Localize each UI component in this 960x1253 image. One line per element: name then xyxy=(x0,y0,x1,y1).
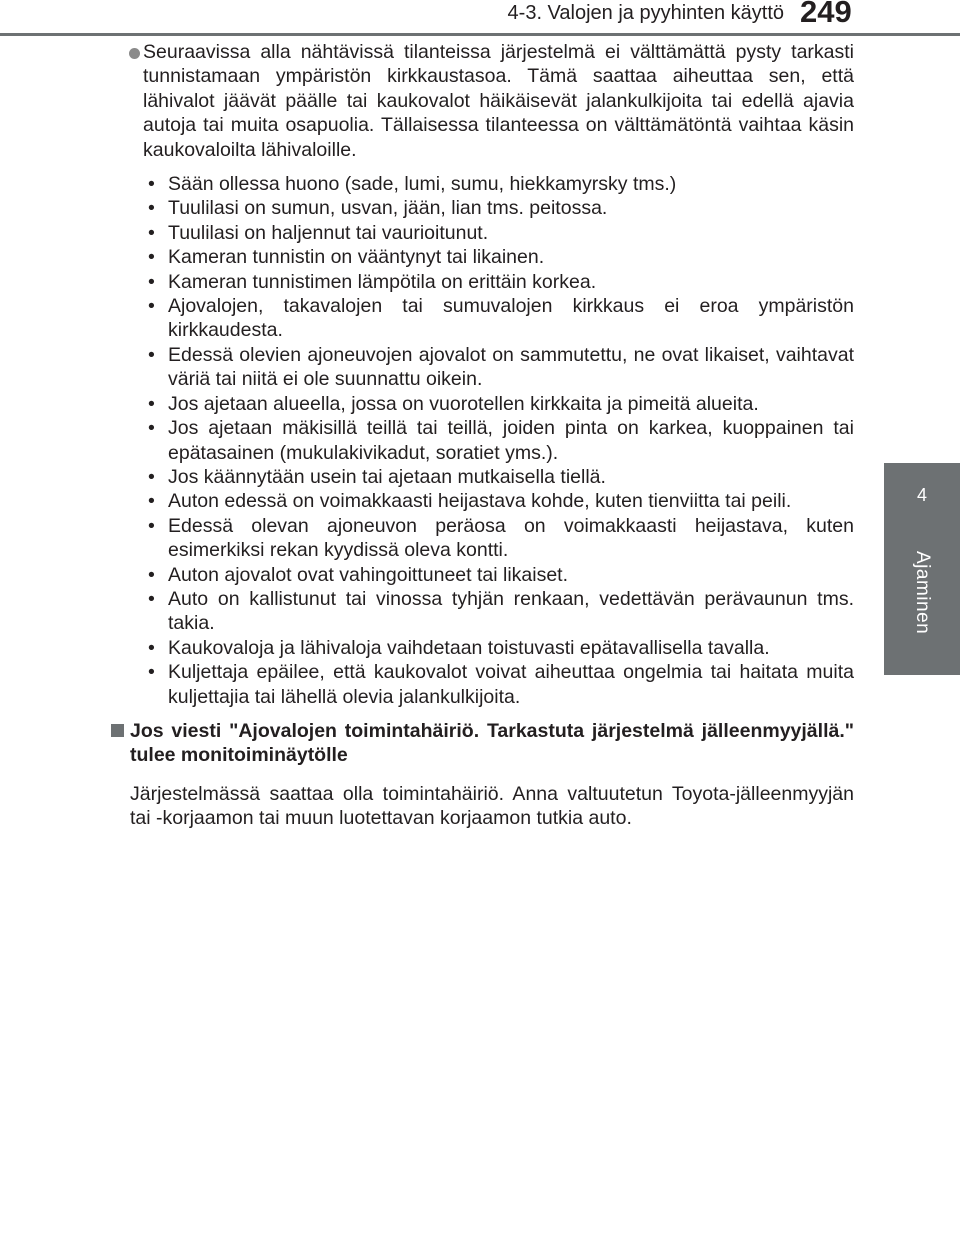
list-item: • Kameran tunnistin on vääntynyt tai likainen. xyxy=(110,245,854,269)
conditions-list xyxy=(110,172,854,709)
page-number: 249 xyxy=(800,0,852,29)
list-item: • Auton edessä on voimakkaasti heijastava kohde, kuten tienviitta tai peili. xyxy=(110,489,854,513)
page-content xyxy=(110,40,854,831)
list-item: • Ajovalojen, takavalojen tai sumuvalojen kirkkaus ei eroa ympäristön kirkkaudesta. xyxy=(110,294,854,343)
list-item: • Jos ajetaan alueella, jossa on vuorotellen kirkkaita ja pimeitä alueita. xyxy=(110,392,854,416)
intro-paragraph xyxy=(110,40,854,162)
intro-text: Seuraavissa alla nähtävissä tilanteissa järjestelmä ei välttämättä pysty tarkasti tunnistamaan ympäristön kirkkaustasoa. Tämä saattaa aiheuttaa sen, että lähivalot jäävät päälle tai kaukovalot häikäisevät jalankulkijoita tai edellä ajavia autoja tai muita osapuolia. Tällaisessa tilanteessa on välttämätöntä vaihtaa käsin kaukovaloilta lähivaloille. xyxy=(143,41,854,161)
list-item: • Edessä olevan ajoneuvon peräosa on voimakkaasti heijastava, kuten esimerkiksi rekan kyydissä oleva kontti. xyxy=(110,514,854,563)
list-item: • Jos ajetaan mäkisillä teillä tai teillä, joiden pinta on karkea, kuoppainen tai epätasainen (mukulakivikadut, soratiet yms.). xyxy=(110,416,854,465)
square-bullet-icon xyxy=(111,724,124,737)
list-item: • Auto on kallistunut tai vinossa tyhjän renkaan, vedettävän perävaunun tms. takia. xyxy=(110,587,854,636)
header-divider xyxy=(0,33,960,36)
section-title: 4-3. Valojen ja pyyhinten käyttö xyxy=(507,2,784,24)
list-item: • Kaukovaloja ja lähivaloja vaihdetaan toistuvasti epätavallisella tavalla. xyxy=(110,636,854,660)
list-item: • Sään ollessa huono (sade, lumi, sumu, hiekkamyrsky tms.) xyxy=(110,172,854,196)
section-body: Järjestelmässä saattaa olla toimintahäiriö. Anna valtuutetun Toyota-jälleenmyyjän tai -korjaamon tai muun luotettavan korjaamon tutkia auto. xyxy=(130,782,854,830)
list-item: • Kuljettaja epäilee, että kaukovalot voivat aiheuttaa ongelmia tai haitata muita kuljettajia tai lähellä olevia jalankulkijoita. xyxy=(110,660,854,709)
chapter-number: 4 xyxy=(916,485,927,505)
section-heading-text: Jos viesti "Ajovalojen toimintahäiriö. Tarkastuta järjestelmä jälleenmyyjällä." tulee monitoiminäytölle xyxy=(130,719,854,767)
section-heading xyxy=(110,719,854,768)
list-item: • Jos käännytään usein tai ajetaan mutkaisella tiellä. xyxy=(110,465,854,489)
list-item: • Tuulilasi on sumun, usvan, jään, lian tms. peitossa. xyxy=(110,196,854,220)
round-bullet-icon xyxy=(129,48,140,59)
chapter-side-tab xyxy=(884,463,960,675)
list-item: • Auton ajovalot ovat vahingoittuneet tai likaiset. xyxy=(110,563,854,587)
list-item: • Kameran tunnistimen lämpötila on erittäin korkea. xyxy=(110,270,854,294)
list-item: • Tuulilasi on haljennut tai vaurioitunut. xyxy=(110,221,854,245)
list-item: • Edessä olevien ajoneuvojen ajovalot on sammutettu, ne ovat likaiset, vaihtavat väriä tai niitä ei ole suunnattu oikein. xyxy=(110,343,854,392)
chapter-title: Ajaminen xyxy=(912,551,933,635)
